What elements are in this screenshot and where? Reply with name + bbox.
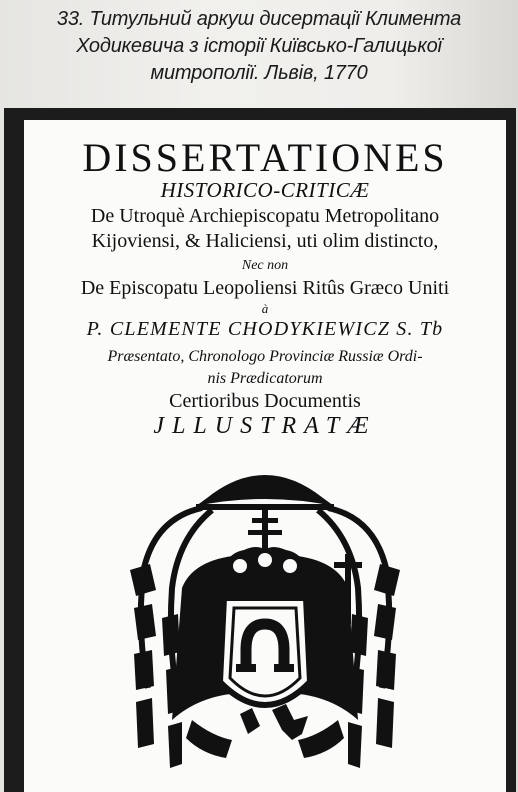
- title-illustratae: JLLUSTRATÆ: [153, 413, 377, 439]
- figure-caption: [10, 6, 508, 87]
- author-title-2: nis Prædicatorum: [207, 370, 323, 387]
- galero-hat-icon: [196, 475, 334, 510]
- title-line-6: De Episcopatu Leopoliensi Ritûs Græco Uniti: [80, 277, 450, 299]
- title-line-4: Kijoviensi, & Haliciensi, uti olim distincto,: [91, 230, 439, 252]
- caption-line-2: Ходикевича з історії Київсько-Галицької: [76, 35, 442, 57]
- title-line-3: De Utroquè Archiepiscopatu Metropolitano: [90, 205, 440, 227]
- cross-icon: [248, 510, 282, 550]
- title-line-5: Nec non: [241, 258, 289, 273]
- title-line-11: Certioribus Documentis: [169, 390, 361, 412]
- author-name: P. CLEMENTE CHODYKIEWICZ S. Tb: [86, 318, 444, 340]
- title-page: [24, 120, 506, 792]
- episcopal-coat-of-arms-icon: [122, 458, 408, 788]
- crown-icon: [218, 547, 312, 592]
- caption-line-3: митрополії. Львів, 1770: [150, 62, 368, 84]
- author-title-1: Præsentato, Chronologo Provinciæ Russiæ Ordi-: [107, 348, 423, 365]
- title-page-plate: [4, 108, 516, 792]
- caption-line-1: 33. Титульний аркуш дисертації Климента: [56, 8, 462, 30]
- ornament-base-icon: [186, 704, 344, 758]
- title-subtitle: HISTORICO-CRITICÆ: [160, 178, 370, 202]
- title-line-7: à: [261, 301, 269, 316]
- title-main: DISSERTATIONES: [82, 135, 448, 180]
